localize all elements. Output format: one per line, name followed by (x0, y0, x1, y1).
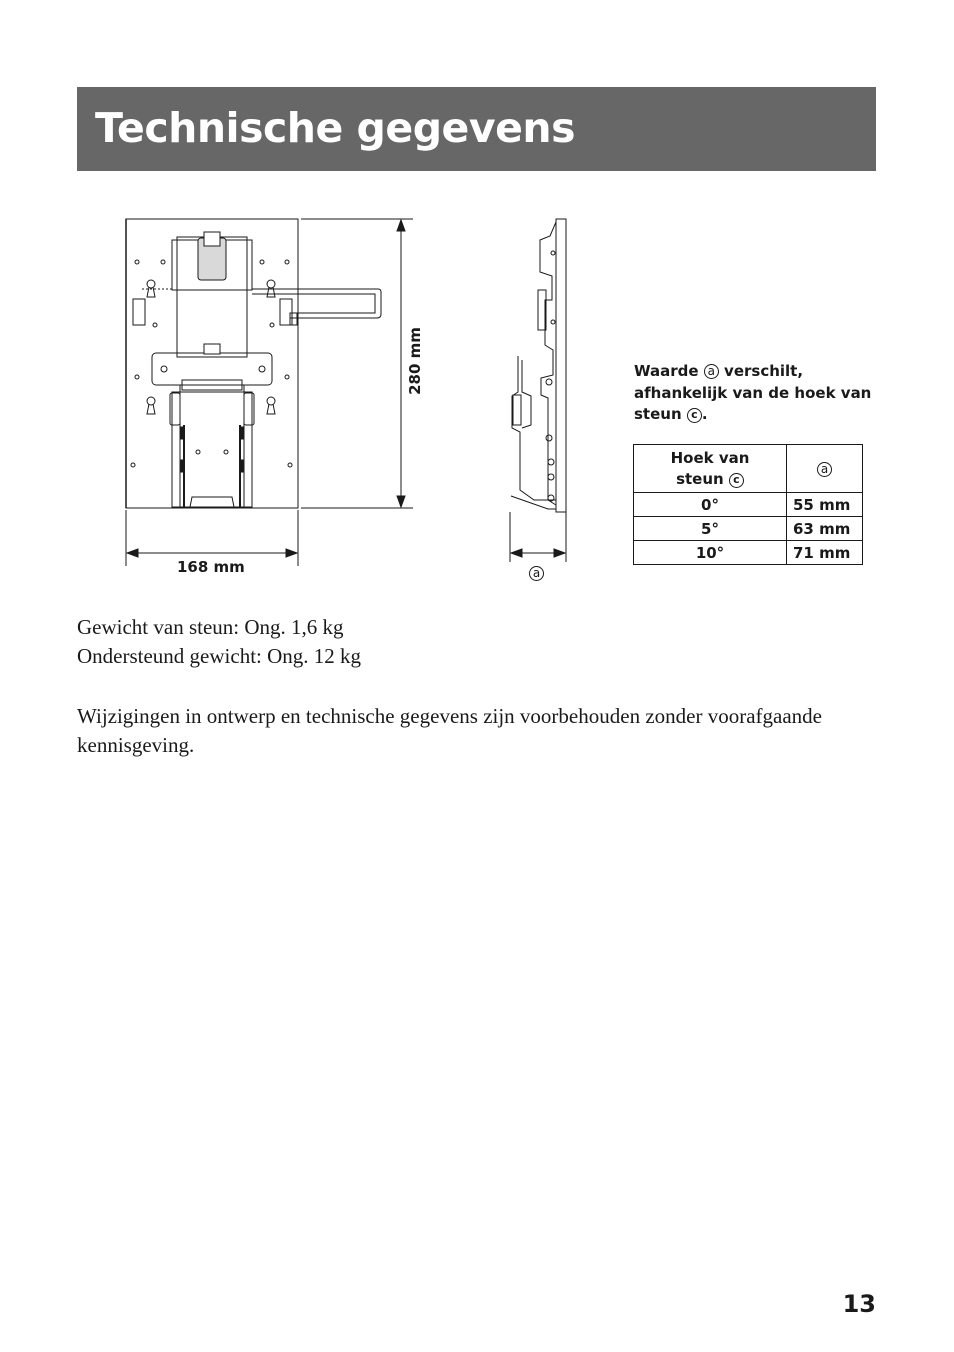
marker-a: a (704, 364, 719, 379)
marker-c: c (687, 408, 702, 423)
header-angle: Hoek van steun c (634, 445, 787, 493)
table-header-row (634, 445, 863, 493)
table-row: 0° 55 mm (634, 493, 863, 517)
side-marker-a: a (529, 564, 544, 582)
page-number: 13 (842, 1290, 876, 1318)
side-view (510, 219, 566, 562)
angle-note: Waarde a verschilt, afhankelijk van de hoek van steun c . (634, 362, 872, 423)
table-row: 5° 63 mm (634, 517, 863, 541)
header-value: a (787, 445, 863, 493)
width-label: 168 mm (177, 558, 245, 576)
height-label: 280 mm (406, 327, 424, 395)
front-view (126, 219, 381, 508)
page-title: Technische gegevens (95, 104, 575, 152)
disclaimer: Wijzigingen in ontwerp en technische gegevens zijn voorbehouden zonder voorafgaande kennisgeving. (77, 704, 822, 757)
weight-line: Gewicht van steun: Ong. 1,6 kg (77, 615, 344, 639)
angle-table (633, 444, 863, 565)
height-dimension (301, 219, 413, 508)
supported-weight-line: Ondersteund gewicht: Ong. 12 kg (77, 644, 362, 668)
table-row: 10° 71 mm (634, 541, 863, 565)
